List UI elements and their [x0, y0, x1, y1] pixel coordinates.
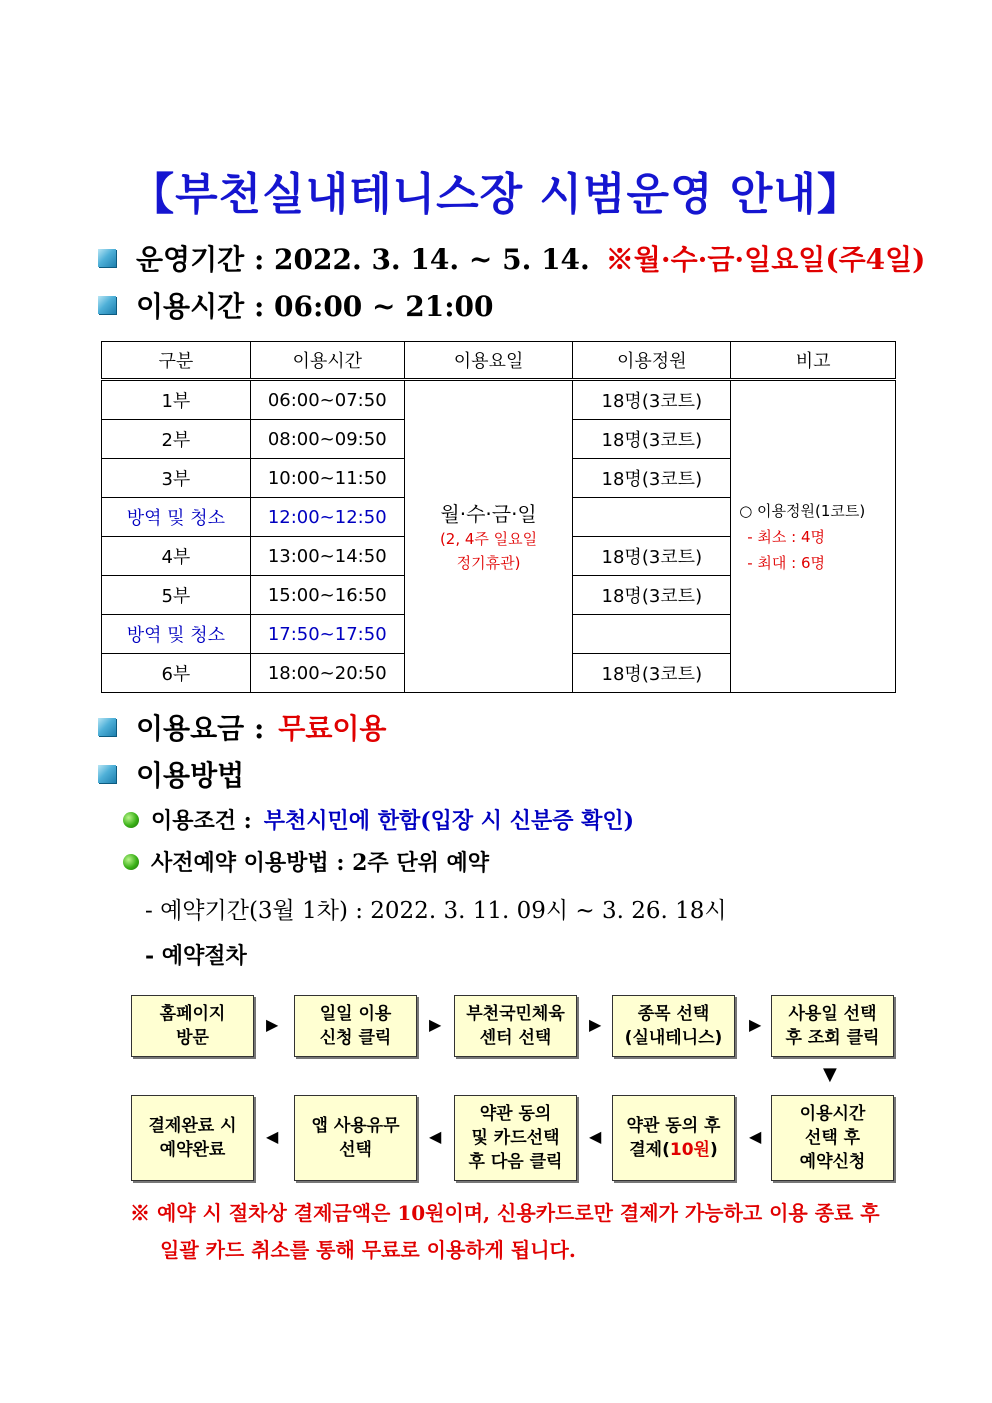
time-cell: 17:50~17:50 — [250, 615, 404, 654]
step-select-time — [771, 1095, 894, 1181]
step-text: 및 카드선택 — [471, 1128, 560, 1148]
step-select-sport — [612, 995, 735, 1057]
remarks-max: - 최대 : 6명 — [747, 553, 825, 572]
arrow-left-icon: ◀ — [266, 1127, 279, 1146]
step-text: 홈페이지 — [159, 1004, 226, 1024]
step-select-date — [771, 995, 894, 1057]
remarks-min: - 최소 : 4명 — [747, 527, 825, 546]
square-bullet-icon — [98, 765, 116, 783]
capacity-cell — [573, 615, 731, 654]
time-cell: 10:00~11:50 — [250, 459, 404, 498]
remarks-title: ○ 이용정원(1코트) — [739, 501, 866, 520]
prebook-line — [123, 846, 489, 877]
part-cell: 3부 — [102, 459, 251, 498]
usage-hours: 이용시간 : 06:00 ~ 21:00 — [136, 290, 494, 323]
arrow-left-icon: ◀ — [589, 1127, 602, 1146]
header-cell: 구분 — [102, 342, 251, 380]
part-cell: 5부 — [102, 576, 251, 615]
arrow-right-icon: ▶ — [429, 1015, 442, 1034]
remarks-cell — [731, 380, 896, 693]
green-bullet-icon — [123, 812, 139, 828]
arrow-left-icon: ◀ — [429, 1127, 442, 1146]
capacity-cell: 18명(3코트) — [573, 380, 731, 420]
capacity-cell — [573, 498, 731, 537]
operation-period-line — [98, 238, 925, 278]
step-text: (실내테니스) — [624, 1028, 723, 1048]
step-daily-apply — [294, 995, 417, 1057]
header-cell: 이용요일 — [404, 342, 573, 380]
operation-days-note: ※월·수·금·일요일(주4일) — [605, 243, 926, 276]
capacity-cell: 18명(3코트) — [573, 576, 731, 615]
days-closure-note: (2, 4주 일요일 — [439, 530, 538, 548]
step-app-usage — [294, 1095, 417, 1181]
days-main: 월·수·금·일 — [440, 502, 537, 526]
payment-warning — [130, 1195, 910, 1269]
payment-amount: 10원 — [669, 1140, 710, 1160]
step-agree-card — [454, 1095, 577, 1181]
method-line — [98, 754, 244, 794]
arrow-right-icon: ▶ — [266, 1015, 279, 1034]
capacity-cell: 18명(3코트) — [573, 537, 731, 576]
part-cell: 2부 — [102, 420, 251, 459]
warning-line-2: 일괄 카드 취소를 통해 무료로 이용하게 됩니다. — [160, 1238, 576, 1262]
step-text: 결제완료 시 — [148, 1116, 237, 1136]
warning-line-1: ※ 예약 시 절차상 결제금액은 10원이며, 신용카드로만 결제가 가능하고 이용 종료 후 — [130, 1201, 880, 1225]
green-bullet-icon — [123, 854, 139, 870]
step-text: 앱 사용유무 — [311, 1116, 400, 1136]
page-title: 【부천실내테니스장 시범운영 안내】 — [130, 169, 862, 220]
table-header-row — [102, 342, 896, 380]
step-text: ) — [709, 1140, 718, 1160]
square-bullet-icon — [98, 249, 116, 267]
step-homepage — [131, 995, 254, 1057]
step-agree-payment — [612, 1095, 735, 1181]
time-cell: 15:00~16:50 — [250, 576, 404, 615]
step-text: 방문 — [176, 1028, 209, 1048]
step-text: 후 조회 클릭 — [785, 1028, 880, 1048]
header-cell: 비고 — [731, 342, 896, 380]
step-text: 종목 선택 — [637, 1004, 710, 1024]
procedure-line — [145, 939, 247, 970]
header-cell: 이용정원 — [573, 342, 731, 380]
procedure-label: - 예약절차 — [145, 943, 247, 969]
days-cell — [404, 380, 573, 693]
step-text: 선택 후 — [804, 1128, 861, 1148]
schedule-table — [101, 341, 896, 693]
fee-line — [98, 707, 386, 747]
time-cell: 06:00~07:50 — [250, 380, 404, 420]
step-select-center — [454, 995, 577, 1057]
time-cell: 18:00~20:50 — [250, 654, 404, 693]
part-cell: 방역 및 청소 — [102, 498, 251, 537]
condition-value: 부천시민에 한함(입장 시 신분증 확인) — [263, 808, 635, 834]
step-text: 일일 이용 — [319, 1004, 392, 1024]
time-cell: 13:00~14:50 — [250, 537, 404, 576]
part-cell: 방역 및 청소 — [102, 615, 251, 654]
condition-line — [123, 804, 634, 835]
arrow-right-icon: ▶ — [589, 1015, 602, 1034]
fee-value: 무료이용 — [278, 712, 387, 745]
table-row — [102, 380, 896, 420]
step-text: 후 다음 클릭 — [468, 1152, 563, 1172]
step-text: 예약신청 — [799, 1152, 866, 1172]
step-payment-complete — [131, 1095, 254, 1181]
operation-period: 운영기간 : 2022. 3. 14. ~ 5. 14. — [136, 243, 590, 276]
fee-label: 이용요금 : — [136, 712, 265, 745]
step-text: 신청 클릭 — [319, 1028, 392, 1048]
prebook-method: 사전예약 이용방법 : 2주 단위 예약 — [151, 850, 490, 876]
arrow-down-icon: ▼ — [823, 1064, 837, 1085]
square-bullet-icon — [98, 718, 116, 736]
time-cell: 08:00~09:50 — [250, 420, 404, 459]
step-text: 예약완료 — [159, 1140, 226, 1160]
step-text: 이용시간 — [799, 1104, 866, 1124]
step-text: 약관 동의 — [479, 1104, 552, 1124]
usage-hours-line — [98, 285, 494, 325]
part-cell: 1부 — [102, 380, 251, 420]
days-closure-note-2: 정기휴관) — [456, 554, 521, 572]
method-label: 이용방법 — [136, 759, 245, 792]
step-text: 부천국민체육 — [466, 1004, 565, 1024]
time-cell: 12:00~12:50 — [250, 498, 404, 537]
step-text: 사용일 선택 — [788, 1004, 877, 1024]
header-cell: 이용시간 — [250, 342, 404, 380]
condition-label: 이용조건 : — [151, 808, 252, 834]
step-text: 약관 동의 후 — [626, 1116, 721, 1136]
arrow-right-icon: ▶ — [749, 1015, 762, 1034]
step-text: 센터 선택 — [479, 1028, 552, 1048]
capacity-cell: 18명(3코트) — [573, 654, 731, 693]
step-text: 선택 — [339, 1140, 372, 1160]
capacity-cell: 18명(3코트) — [573, 420, 731, 459]
step-text: 결제( — [629, 1140, 670, 1160]
capacity-cell: 18명(3코트) — [573, 459, 731, 498]
booking-period-line — [145, 892, 727, 925]
square-bullet-icon — [98, 296, 116, 314]
part-cell: 4부 — [102, 537, 251, 576]
booking-period: - 예약기간(3월 1차) : 2022. 3. 11. 09시 ~ 3. 26. 18시 — [145, 898, 727, 924]
part-cell: 6부 — [102, 654, 251, 693]
arrow-left-icon: ◀ — [749, 1127, 762, 1146]
